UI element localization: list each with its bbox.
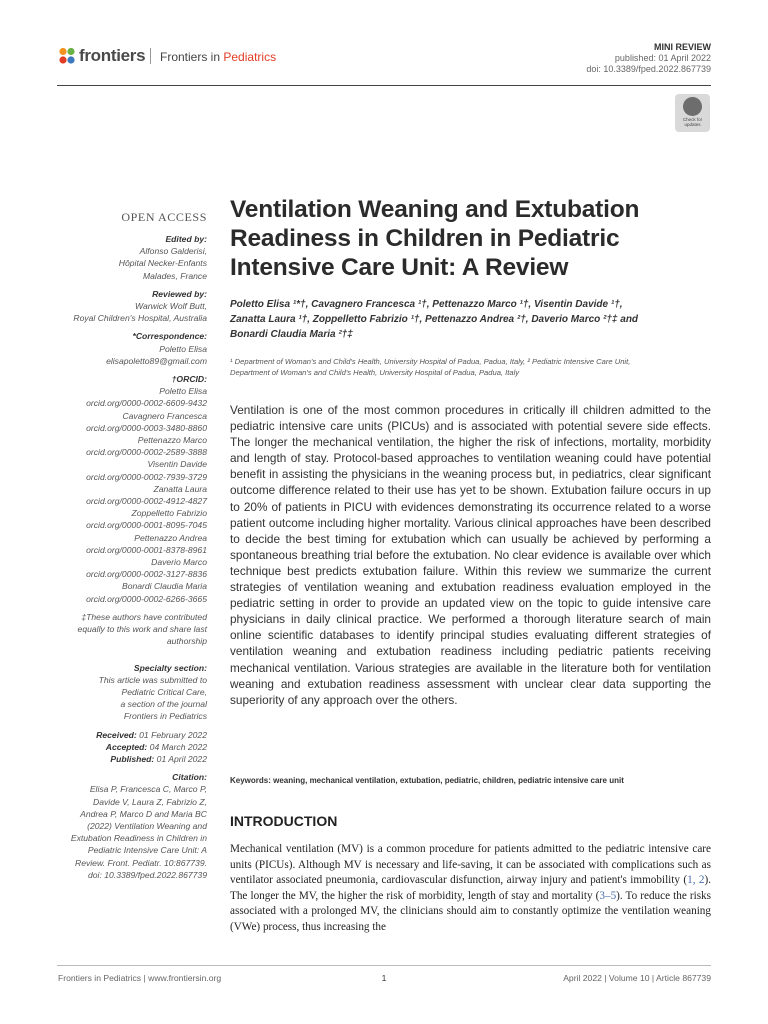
open-access-label: OPEN ACCESS xyxy=(121,210,207,224)
orcid-link[interactable]: orcid.org/0000-0002-4912-4827 xyxy=(86,496,207,507)
orcid-label: †ORCID: xyxy=(171,374,207,385)
affiliation-line: Department of Woman's and Child's Health, University Hospital of Padua, Padua, Italy xyxy=(230,368,520,377)
orcid-author: Zanatta Laura xyxy=(153,483,207,494)
reviewer-line: Warwick Wolf Butt, xyxy=(135,301,207,312)
citation-line: Pediatric Intensive Care Unit: A xyxy=(87,845,207,856)
citation-label: Citation: xyxy=(172,772,207,783)
author-list xyxy=(230,297,710,342)
header-divider xyxy=(57,85,711,86)
affiliations xyxy=(230,356,710,378)
correspondence-name: Poletto Elisa xyxy=(159,343,207,354)
specialty-section-label: Specialty section: xyxy=(133,662,207,673)
orcid-author: Bonardi Claudia Maria xyxy=(121,581,207,592)
footer-journal: Frontiers in Pediatrics | www.frontiersin.org xyxy=(58,973,222,983)
reviewed-by-label: Reviewed by: xyxy=(152,288,207,299)
orcid-link[interactable]: orcid.org/0000-0002-6609-9432 xyxy=(86,398,207,409)
reviewer-line: Royal Children's Hospital, Australia xyxy=(73,313,207,324)
contribution-note: ‡These authors have contributed xyxy=(81,611,207,622)
check-updates-icon xyxy=(683,97,702,116)
journal-name xyxy=(160,50,276,64)
brand-name: frontiers xyxy=(79,46,146,65)
reference-link[interactable]: 3–5 xyxy=(599,889,617,902)
check-for-updates-badge[interactable] xyxy=(675,94,710,132)
intro-text: ). The longer the MV, the higher the risk of morbidity, length of stay and mortality ( xyxy=(230,874,712,902)
citation-line: (2022) Ventilation Weaning and xyxy=(87,820,207,831)
published-label: Published: xyxy=(110,753,155,764)
accepted-date: 04 March 2022 xyxy=(149,741,207,752)
specialty-line: a section of the journal xyxy=(120,699,207,710)
accepted-label: Accepted: xyxy=(105,741,148,752)
orcid-author: Pettenazzo Andrea xyxy=(134,532,207,543)
footer-article-info: April 2022 | Volume 10 | Article 867739 xyxy=(563,973,711,983)
orcid-author: Poletto Elisa xyxy=(159,386,207,397)
orcid-author: Cavagnero Francesca xyxy=(122,410,207,421)
article-type: MINI REVIEW xyxy=(653,42,711,52)
citation-line: Davide V, Laura Z, Fabrizio Z, xyxy=(93,796,207,807)
check-updates-label: Check for updates xyxy=(682,117,703,127)
published-row xyxy=(60,753,207,765)
received-row xyxy=(60,729,207,741)
keywords: Keywords: weaning, mechanical ventilation, extubation, pediatric, children, pediatric intensive care unit xyxy=(230,776,624,785)
citation-line: Andrea P, Marco D and Maria BC xyxy=(80,808,207,819)
citation-line: Elisa P, Francesca C, Marco P, xyxy=(89,784,207,795)
author-line: Zanatta Laura ¹†, Zoppelletto Fabrizio ¹†, Pettenazzo Andrea ²†, Daverio Marco ²†‡ and xyxy=(230,314,639,325)
orcid-link[interactable]: orcid.org/0000-0001-8095-7045 xyxy=(86,520,207,531)
orcid-link[interactable]: orcid.org/0000-0002-6266-3665 xyxy=(86,593,207,604)
published-date-sidebar: 01 April 2022 xyxy=(156,753,207,764)
contribution-note: authorship xyxy=(166,636,207,647)
editor-line: Hôpital Necker-Enfants xyxy=(118,258,207,269)
orcid-link[interactable]: orcid.org/0000-0003-3480-8860 xyxy=(86,422,207,433)
footer-divider xyxy=(57,965,711,966)
edited-by xyxy=(60,245,207,282)
article-title: Ventilation Weaning and Extubation Readiness in Children in Pediatric Intensive Care Unit: A Review xyxy=(230,196,640,281)
received-label: Received: xyxy=(96,729,137,740)
citation-line: Review. Front. Pediatr. 10:867739. xyxy=(74,857,207,868)
specialty-line: This article was submitted to xyxy=(98,674,207,685)
orcid-author: Pettenazzo Marco xyxy=(137,435,207,446)
orcid-link[interactable]: orcid.org/0000-0002-7939-3729 xyxy=(86,471,207,482)
contribution-note: equally to this work and share last xyxy=(77,624,207,635)
accepted-row xyxy=(60,741,207,753)
author-line: Poletto Elisa ¹*†, Cavagnero Francesca ¹†, Pettenazzo Marco ¹†, Visentin Davide ¹†, xyxy=(230,299,623,310)
correspondence-email[interactable]: elisapoletto89@gmail.com xyxy=(106,355,207,366)
introduction-paragraph xyxy=(230,842,711,936)
frontiers-logo-icon xyxy=(58,47,76,65)
editor-line: Alfonso Galderisi, xyxy=(139,246,207,257)
author-line: Bonardi Claudia Maria ²†‡ xyxy=(230,329,353,340)
abstract: Ventilation is one of the most common procedures in critically ill children admitted to the pediatric intensive care units (PICUs) and is associated with potential severe side effects. The longer the mechanical ventilation, the higher the risk of infections, mortality, morbidity and length of stay. Protocol-based approaches to ventilation weaning could have potential benefit in assisting the physicians in the weaning process but, in pediatrics, clear significant outcome difference related to their use has yet to be shown. Extubation failure occurs in up to 20% of patients in PICU with evidences demonstrating its occurrence related to a worse patient outcome including higher mortality. Various clinical approaches have been described to decide the best timing for extubation which can usually be achieved by performing a spontaneous breathing trial before the extubation. No clear evidence is available over which technique best predicts extubation failure. Within this review we summarize the current strategies of ventilation weaning and extubation readiness evaluation employed in the pediatric setting in order to provide an updated view on the topic to guide intensive care physicians in daily clinical practice. We performed a thorough literature search of main online scientific databases to identify principal studies evaluating different strategies of ventilation weaning and extubation readiness including pediatric patients receiving mechanical ventilation. Various strategies are available in the literature both for ventilation weaning and extubation readiness assessment with unclear clear data supporting the superiority of any approach over the others. xyxy=(230,403,711,707)
citation-line: doi: 10.3389/fped.2022.867739 xyxy=(88,869,207,880)
published-date: published: 01 April 2022 xyxy=(614,53,711,63)
orcid-link[interactable]: orcid.org/0000-0002-3127-8836 xyxy=(86,569,207,580)
orcid-link[interactable]: orcid.org/0000-0001-8378-8961 xyxy=(86,544,207,555)
received-date: 01 February 2022 xyxy=(139,729,207,740)
orcid-link[interactable]: orcid.org/0000-0002-2589-3888 xyxy=(86,447,207,458)
edited-by-label: Edited by: xyxy=(165,234,207,244)
orcid-author: Zoppelletto Fabrizio xyxy=(131,508,207,519)
citation-line: Extubation Readiness in Children in xyxy=(70,833,207,844)
specialty-line: Pediatric Critical Care, xyxy=(121,686,207,697)
affiliation-line: ¹ Department of Woman's and Child's Health, University Hospital of Padua, Padua, Italy, ² Pediatric Intensive Care Unit, xyxy=(230,357,631,366)
doi: doi: 10.3389/fped.2022.867739 xyxy=(586,64,711,74)
editor-line: Malades, France xyxy=(142,270,207,281)
specialty-line: Frontiers in Pediatrics xyxy=(123,711,207,722)
journal-title: Pediatrics xyxy=(223,50,277,64)
intro-text: ). To reduce the risks associated with a prolonged MV, the clinicians should aim to constantly optimize the ventilation weaning (VWe) process, thus increasing the xyxy=(230,889,712,933)
orcid-author: Daverio Marco xyxy=(151,557,207,568)
journal-prefix: Frontiers in xyxy=(160,50,221,64)
correspondence-label: *Correspondence: xyxy=(132,331,207,342)
article-sidebar xyxy=(60,210,207,881)
section-heading-introduction: INTRODUCTION xyxy=(230,813,338,829)
brand-separator xyxy=(150,48,151,64)
intro-text: Mechanical ventilation (MV) is a common procedure for patients admitted to the pediatric intensive care units (PICUs). Although MV is necessary and life-saving, it can be associated with complications such as ventilator associated pneumonia, cardiovascular disfunction, airway injury and patient's immobility ( xyxy=(230,843,711,887)
page-number: 1 xyxy=(381,973,387,983)
article-meta xyxy=(586,42,711,75)
reference-link[interactable]: 1, 2 xyxy=(687,874,705,887)
orcid-author: Visentin Davide xyxy=(147,459,207,470)
